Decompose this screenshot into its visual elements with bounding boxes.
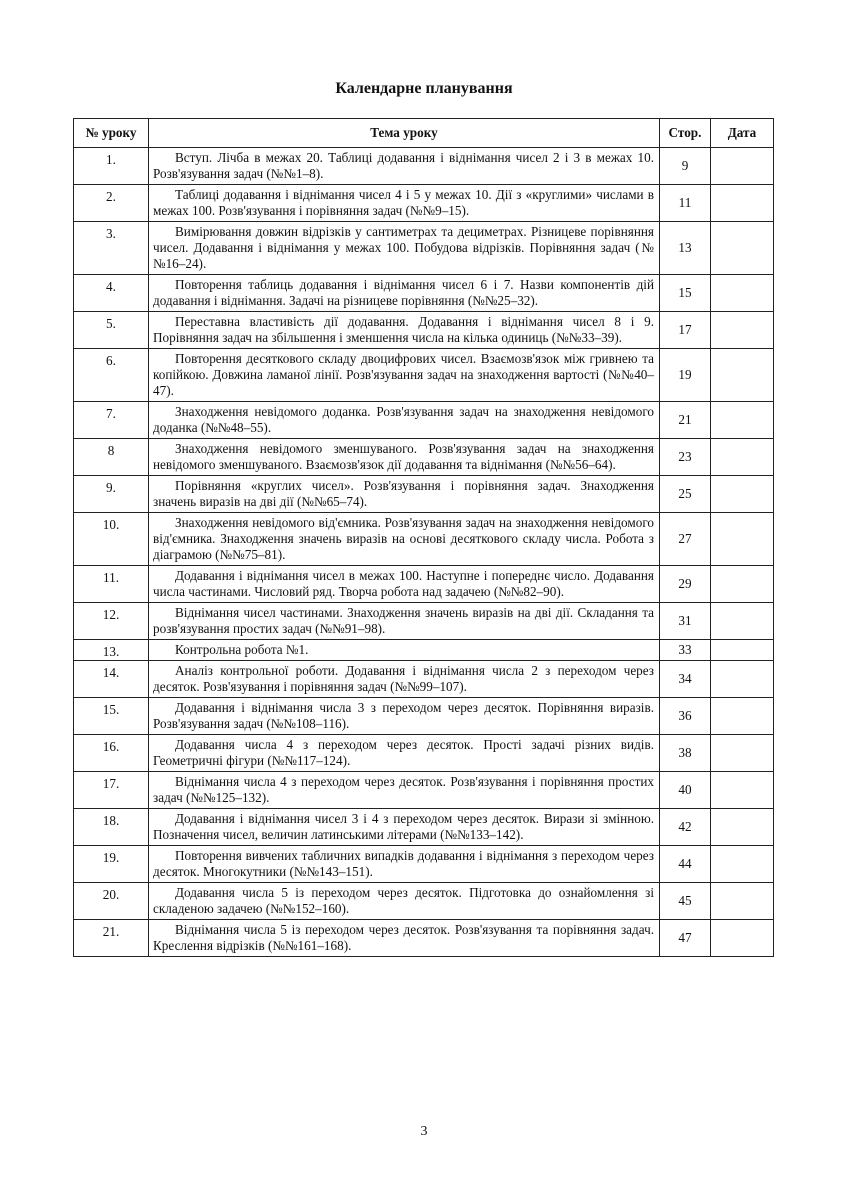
page-number-cell: 27 xyxy=(660,513,711,566)
lesson-topic-text: Додавання числа 4 з переходом через десяток. Прості задачі різних видів. Геометричні фігури (№№117–124). xyxy=(153,737,654,768)
lesson-number-cell: 18. xyxy=(74,809,149,846)
table-row xyxy=(74,402,774,439)
lesson-topic-text: Знаходження невідомого зменшуваного. Розв'язування задач на знаходження невідомого зменшуваного. Взаємозв'язок дії додавання та віднімання (№№56–64). xyxy=(153,441,654,472)
lesson-topic-cell xyxy=(149,222,660,275)
page-number-cell: 23 xyxy=(660,439,711,476)
header-lesson-number: № уроку xyxy=(74,119,149,148)
date-cell xyxy=(711,661,774,698)
lesson-topic-text: Додавання і віднімання чисел в межах 100. Наступне і попереднє число. Додавання числа частинами. Числовий ряд. Творча робота над задачею (№№82–90). xyxy=(153,568,654,599)
lesson-topic-text: Додавання числа 5 із переходом через десяток. Підготовка до ознайомлення зі складеною задачею (№№152–160). xyxy=(153,885,654,916)
lesson-topic-text: Віднімання чисел частинами. Знаходження значень виразів на дві дії. Складання та розв'язування простих задач (№№91–98). xyxy=(153,605,654,636)
table-row xyxy=(74,312,774,349)
page-number-cell: 33 xyxy=(660,640,711,661)
lesson-topic-text: Порівняння «круглих чисел». Розв'язування і порівняння задач. Знаходження значень виразів на дві дії (№№65–74). xyxy=(153,478,654,509)
lesson-topic-text: Аналіз контрольної роботи. Додавання і віднімання числа 2 з переходом через десяток. Розв'язування і порівняння задач (№№99–107). xyxy=(153,663,654,694)
date-cell xyxy=(711,566,774,603)
lesson-topic-cell xyxy=(149,640,660,661)
date-cell xyxy=(711,846,774,883)
table-row xyxy=(74,640,774,661)
table-row xyxy=(74,439,774,476)
lesson-topic-text: Повторення десяткового складу двоцифрових чисел. Взаємозв'язок між гривнею та копійкою. Довжина ламаної лінії. Розв'язування задач на знаходження вартості (№№40–47). xyxy=(153,351,654,398)
table-header-row xyxy=(74,119,774,148)
lesson-number-cell: 17. xyxy=(74,772,149,809)
lesson-topic-cell xyxy=(149,439,660,476)
date-cell xyxy=(711,439,774,476)
table-row xyxy=(74,513,774,566)
date-cell xyxy=(711,698,774,735)
lesson-topic-cell xyxy=(149,312,660,349)
header-date: Дата xyxy=(711,119,774,148)
table-row xyxy=(74,920,774,957)
lesson-topic-cell xyxy=(149,402,660,439)
date-cell xyxy=(711,402,774,439)
header-page: Стор. xyxy=(660,119,711,148)
date-cell xyxy=(711,735,774,772)
lesson-number-cell: 19. xyxy=(74,846,149,883)
page-number-cell: 31 xyxy=(660,603,711,640)
lesson-topic-text: Повторення вивчених табличних випадків додавання і віднімання з переходом через десяток. Многокутники (№№143–151). xyxy=(153,848,654,879)
page-number-cell: 38 xyxy=(660,735,711,772)
date-cell xyxy=(711,476,774,513)
lesson-number-cell: 12. xyxy=(74,603,149,640)
date-cell xyxy=(711,809,774,846)
table-row xyxy=(74,476,774,513)
lesson-number-cell: 3. xyxy=(74,222,149,275)
lesson-topic-cell xyxy=(149,513,660,566)
date-cell xyxy=(711,513,774,566)
table-row xyxy=(74,222,774,275)
lesson-number-cell: 1. xyxy=(74,148,149,185)
lesson-topic-text: Додавання і віднімання чисел 3 і 4 з переходом через десяток. Вирази зі змінною. Позначення чисел, величин латинськими літерами (№№133–142). xyxy=(153,811,654,842)
lesson-topic-text: Переставна властивість дії додавання. Додавання і віднімання чисел 8 і 9. Порівняння задач на збільшення і зменшення числа на кілька одиниць (№№33–39). xyxy=(153,314,654,345)
table-row xyxy=(74,275,774,312)
date-cell xyxy=(711,185,774,222)
lesson-number-cell: 2. xyxy=(74,185,149,222)
lesson-topic-cell xyxy=(149,349,660,402)
date-cell xyxy=(711,312,774,349)
lesson-topic-text: Вимірювання довжин відрізків у сантиметрах та дециметрах. Різницеве порівняння чисел. Додавання і віднімання у межах 100. Побудова відрізків. Порівняння задач (№№16–24). xyxy=(153,224,654,271)
lesson-topic-cell xyxy=(149,883,660,920)
lesson-topic-text: Повторення таблиць додавання і віднімання чисел 6 і 7. Назви компонентів дій додавання і віднімання. Задачі на різницеве порівняння (№№25–32). xyxy=(153,277,654,308)
date-cell xyxy=(711,148,774,185)
lesson-topic-cell xyxy=(149,920,660,957)
table-row xyxy=(74,566,774,603)
table-row xyxy=(74,603,774,640)
table-row xyxy=(74,661,774,698)
lesson-number-cell: 6. xyxy=(74,349,149,402)
page-number-cell: 34 xyxy=(660,661,711,698)
lesson-topic-cell xyxy=(149,275,660,312)
lesson-number-cell: 10. xyxy=(74,513,149,566)
lesson-topic-cell xyxy=(149,661,660,698)
lesson-topic-cell xyxy=(149,735,660,772)
lesson-topic-text: Віднімання числа 5 із переходом через десяток. Розв'язування та порівняння задач. Креслення відрізків (№№161–168). xyxy=(153,922,654,953)
lesson-topic-text: Таблиці додавання і віднімання чисел 4 і 5 у межах 10. Дії з «круглими» числами в межах 100. Розв'язування і порівняння задач (№№9–15). xyxy=(153,187,654,218)
date-cell xyxy=(711,275,774,312)
lesson-topic-cell xyxy=(149,603,660,640)
page-number: 3 xyxy=(420,1124,428,1139)
lesson-number-cell: 7. xyxy=(74,402,149,439)
page-number-cell: 36 xyxy=(660,698,711,735)
lesson-topic-cell xyxy=(149,846,660,883)
lesson-topic-cell xyxy=(149,148,660,185)
page-number-cell: 19 xyxy=(660,349,711,402)
table-row xyxy=(74,772,774,809)
table-row xyxy=(74,883,774,920)
page-number-cell: 9 xyxy=(660,148,711,185)
lesson-topic-cell xyxy=(149,566,660,603)
lesson-topic-cell xyxy=(149,476,660,513)
calendar-plan-table xyxy=(73,118,774,957)
lesson-number-cell: 4. xyxy=(74,275,149,312)
table-row xyxy=(74,349,774,402)
table-row xyxy=(74,148,774,185)
table-row xyxy=(74,185,774,222)
lesson-topic-cell xyxy=(149,809,660,846)
date-cell xyxy=(711,603,774,640)
page-number-cell: 42 xyxy=(660,809,711,846)
lesson-number-cell: 5. xyxy=(74,312,149,349)
lesson-number-cell: 20. xyxy=(74,883,149,920)
lesson-topic-text: Віднімання числа 4 з переходом через десяток. Розв'язування і порівняння простих задач (№№125–132). xyxy=(153,774,654,805)
lesson-number-cell: 13. xyxy=(74,640,149,661)
lesson-number-cell: 14. xyxy=(74,661,149,698)
date-cell xyxy=(711,222,774,275)
lesson-number-cell: 8 xyxy=(74,439,149,476)
lesson-topic-text: Вступ. Лічба в межах 20. Таблиці додавання і віднімання чисел 2 і 3 в межах 10. Розв'язування задач (№№1–8). xyxy=(153,150,654,181)
lesson-number-cell: 16. xyxy=(74,735,149,772)
lesson-number-cell: 21. xyxy=(74,920,149,957)
page-number-cell: 47 xyxy=(660,920,711,957)
page-number-cell: 17 xyxy=(660,312,711,349)
table-row xyxy=(74,735,774,772)
lesson-topic-cell xyxy=(149,698,660,735)
table-row xyxy=(74,846,774,883)
page-number-cell: 21 xyxy=(660,402,711,439)
lesson-topic-text: Додавання і віднімання числа 3 з переходом через десяток. Порівняння виразів. Розв'язування задач (№№108–116). xyxy=(153,700,654,731)
lesson-topic-text: Знаходження невідомого доданка. Розв'язування задач на знаходження невідомого доданка (№№48–55). xyxy=(153,404,654,435)
lesson-number-cell: 11. xyxy=(74,566,149,603)
date-cell xyxy=(711,772,774,809)
header-lesson-topic: Тема уроку xyxy=(149,119,660,148)
page-number-cell: 45 xyxy=(660,883,711,920)
lesson-number-cell: 15. xyxy=(74,698,149,735)
page-number-cell: 29 xyxy=(660,566,711,603)
date-cell xyxy=(711,883,774,920)
page-number-cell: 15 xyxy=(660,275,711,312)
page-number-cell: 13 xyxy=(660,222,711,275)
page-number-cell: 44 xyxy=(660,846,711,883)
lesson-topic-cell xyxy=(149,772,660,809)
lesson-topic-text: Знаходження невідомого від'ємника. Розв'язування задач на знаходження невідомого від'ємника. Знаходження значень виразів на основі десяткового складу числа. Робота з діаграмою (№№75–81). xyxy=(153,515,654,562)
date-cell xyxy=(711,640,774,661)
table-row xyxy=(74,698,774,735)
page-number-cell: 11 xyxy=(660,185,711,222)
lesson-number-cell: 9. xyxy=(74,476,149,513)
page-number-cell: 25 xyxy=(660,476,711,513)
page-number-cell: 40 xyxy=(660,772,711,809)
date-cell xyxy=(711,920,774,957)
page-title: Календарне планування xyxy=(335,80,513,97)
lesson-topic-text: Контрольна робота №1. xyxy=(175,642,309,657)
table-row xyxy=(74,809,774,846)
lesson-topic-cell xyxy=(149,185,660,222)
date-cell xyxy=(711,349,774,402)
